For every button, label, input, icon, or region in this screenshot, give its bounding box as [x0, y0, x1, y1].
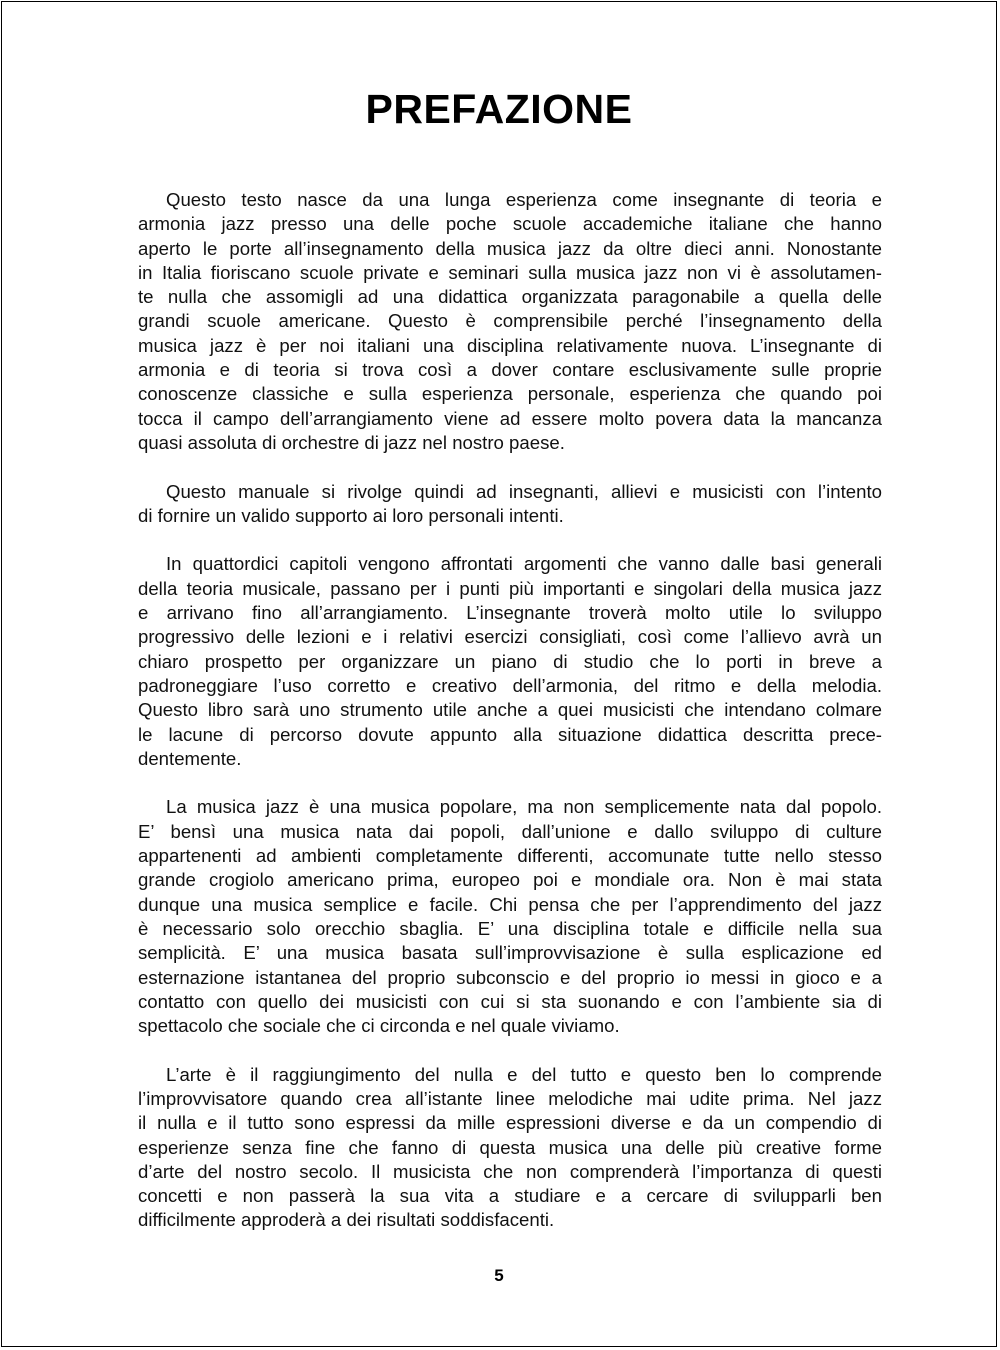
book-page [1, 1, 997, 1347]
text-line: della teoria musicale, passano per i punti più importanti e singolari della musica jazz [138, 577, 882, 599]
page-title: PREFAZIONE [365, 86, 633, 132]
text-line: musica jazz è per noi italiani una disciplina relativamente nuova. L’insegnante di [138, 334, 882, 356]
text-line: Questo libro sarà uno strumento utile anche a quei musicisti che intendano colmare [138, 699, 882, 721]
text-line: E’ bensì una musica nata dai popoli, dall’unione e dallo sviluppo di culture [138, 820, 882, 842]
text-line: esperienze senza fine che fanno di questa musica una delle più creative forme [138, 1136, 882, 1158]
text-line: in Italia fioriscano scuole private e seminari sulla musica jazz non vi è assolutamen- [138, 261, 882, 283]
text-line: concetti e non passerà la sua vita a studiare e a cercare di svilupparli ben [138, 1185, 882, 1207]
text-line: difficilmente approderà a dei risultati soddisfacenti. [138, 1209, 555, 1231]
text-line: L’arte è il raggiungimento del nulla e del tutto e questo ben lo comprende [166, 1063, 882, 1085]
page-number: 5 [494, 1266, 504, 1285]
body-text [138, 188, 882, 1257]
text-line: progressivo delle lezioni e i relativi esercizi consigliati, così come l’allievo avrà un [138, 626, 882, 648]
text-line: La musica jazz è una musica popolare, ma non semplicemente nata dal popolo. [166, 796, 882, 818]
text-line: quasi assoluta di orchestre di jazz nel nostro paese. [138, 431, 565, 453]
text-line: è necessario solo orecchio sbaglia. E’ una disciplina totale e difficile nella sua [138, 917, 882, 939]
text-line: grande crogiolo americano prima, europeo poi e mondiale ora. Non è mai stata [138, 869, 882, 891]
text-line: appartenenti ad ambienti completamente differenti, accomunate tutte nello stesso [138, 845, 882, 867]
text-line: di fornire un valido supporto ai loro personali intenti. [138, 504, 564, 526]
text-line: e arrivano fino all’arrangiamento. L’insegnante troverà molto utile lo sviluppo [138, 602, 882, 624]
text-line: esternazione istantanea del proprio subconscio e del proprio io messi in gioco e a [138, 966, 882, 988]
text-line: contatto con quello dei musicisti con cui si sta suonando e con l’ambiente sia di [138, 990, 882, 1012]
paragraph [138, 480, 882, 529]
text-line: l’improvvisatore quando crea all’istante linee melodiche mai udite prima. Nel jazz [138, 1087, 882, 1109]
text-line: padroneggiare l’uso corretto e creativo dell’armonia, del ritmo e della melodia. [138, 674, 882, 696]
text-line: armonia jazz presso una delle poche scuole accademiche italiane che hanno [138, 213, 882, 235]
text-line: grandi scuole americane. Questo è comprensibile perché l’insegnamento della [138, 310, 882, 332]
paragraph [138, 795, 882, 1038]
text-line: d’arte del nostro secolo. Il musicista che non comprenderà l’importanza di questi [138, 1160, 882, 1182]
text-line: spettacolo che sociale che ci circonda e nel quale viviamo. [138, 1015, 620, 1037]
text-line: chiaro prospetto per organizzare un piano di studio che lo porti in breve a [138, 650, 882, 672]
text-line: te nulla che assomigli ad una didattica organizzata paragonabile a quella delle [138, 286, 882, 308]
text-line: In quattordici capitoli vengono affrontati argomenti che vanno dalle basi generali [166, 553, 882, 575]
text-line: Questo testo nasce da una lunga esperienza come insegnante di teoria e [166, 189, 882, 210]
text-line: dunque una musica semplice e facile. Chi pensa che per l’apprendimento del jazz [138, 893, 882, 915]
paragraph [138, 1063, 882, 1233]
text-line: conoscenze classiche e sulla esperienza personale, esperienza che quando poi [138, 383, 882, 405]
text-line: armonia e di teoria si trova così a dover contare esclusivamente sulle proprie [138, 359, 882, 381]
text-line: aperto le porte all’insegnamento della musica jazz da oltre dieci anni. Nonostante [138, 237, 882, 259]
text-line: tocca il campo dell’arrangiamento viene ad essere molto povera data la mancanza [138, 407, 882, 429]
text-line: semplicità. E’ una musica basata sull’improvvisazione è sulla esplicazione ed [138, 942, 882, 964]
paragraph [138, 188, 882, 455]
text-line: Questo manuale si rivolge quindi ad insegnanti, allievi e musicisti con l’intento [166, 480, 882, 502]
paragraph [138, 552, 882, 771]
text-line: il nulla e il tutto sono espressi da mille espressioni diverse e da un compendio di [138, 1112, 882, 1134]
text-line: le lacune di percorso dovute appunto alla situazione didattica descritta prece- [138, 723, 882, 745]
text-line: dentemente. [138, 747, 242, 769]
